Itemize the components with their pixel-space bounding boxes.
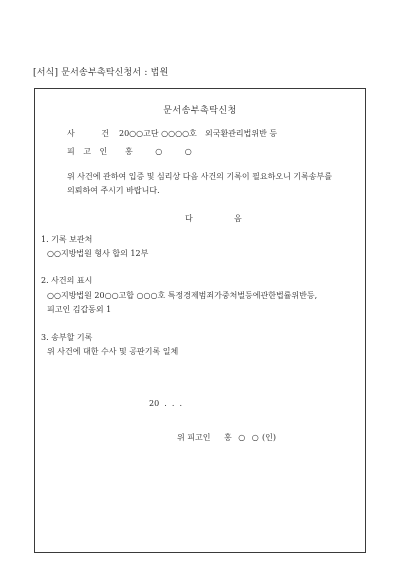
reason-heading-left: 다 xyxy=(185,214,193,223)
section-2-heading: 2. 사건의 표시 xyxy=(41,276,93,285)
intro-line-1: 위 사건에 관하여 입증 및 심리상 다음 사건의 기록이 필요하오니 기록송부를 xyxy=(67,172,332,181)
section-3-heading: 3. 송부할 기록 xyxy=(41,333,93,342)
section-1-line: ○○지방법원 형사 합의 12부 xyxy=(47,249,149,258)
signature-prefix: 위 피고인 xyxy=(177,433,211,442)
reason-heading-right: 음 xyxy=(234,214,242,223)
form-caption: [서식] 문서송부촉탁신청서 : 법원 xyxy=(33,68,169,78)
request-form xyxy=(34,88,366,553)
form-title: 문서송부촉탁신청 xyxy=(163,106,237,116)
case-number: 20○○고단 ○○○○호 xyxy=(119,129,197,138)
date-line: 20 . . . xyxy=(149,399,183,408)
section-3-line: 위 사건에 대한 수사 및 공판기록 일체 xyxy=(47,347,179,356)
case-name: 외국환관리법위반 등 xyxy=(205,129,278,138)
signature-name: 홍 ○ ○ xyxy=(224,433,261,442)
section-2-line-1: ○○지방법원 20○○고합 ○○○호 특정경제범죄가중처벌등에관한법률위반등, xyxy=(47,291,318,300)
defendant-name: 홍 ○ ○ xyxy=(125,147,202,156)
case-label: 사 건 xyxy=(67,129,121,138)
section-1-heading: 1. 기록 보관처 xyxy=(41,235,93,244)
defendant-label: 피 고 인 xyxy=(67,147,111,156)
seal-mark: (인) xyxy=(262,433,276,442)
section-2-line-2: 피고인 김갑동외 1 xyxy=(47,305,112,314)
intro-line-2: 의뢰하여 주시기 바랍니다. xyxy=(67,186,160,195)
